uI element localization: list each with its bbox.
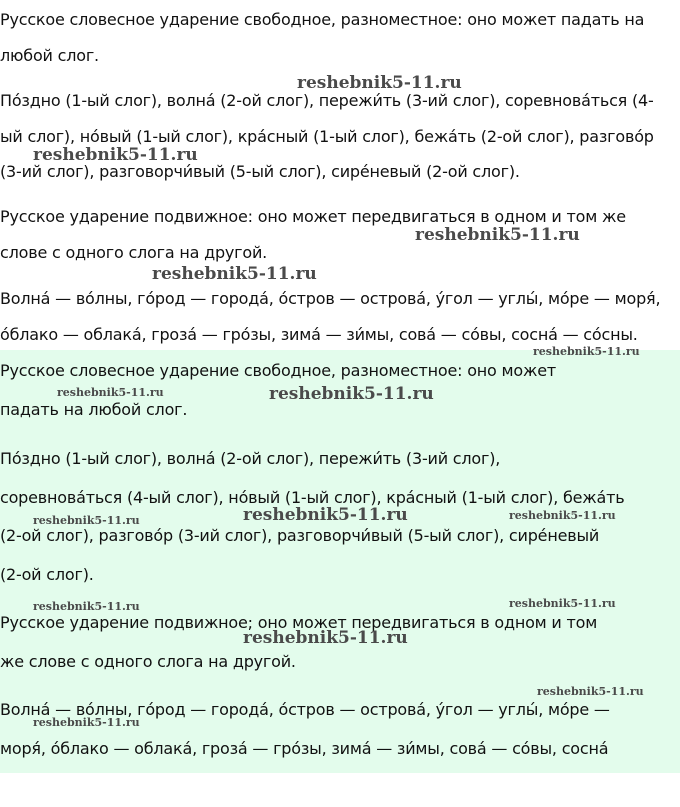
paragraph-line: ый слог), но́вый (1-ый слог), кра́сный (1-ый слог), бежа́ть (2-ой слог), разгово́р <box>0 127 654 146</box>
watermark: reshebnik5-11.ru <box>33 514 140 527</box>
text-section-plain <box>0 0 680 350</box>
text-section-highlighted <box>0 350 680 773</box>
paragraph-line: же слове с одного слога на другой. <box>0 652 296 671</box>
watermark: reshebnik5-11.ru <box>509 509 616 522</box>
paragraph-line: Волна́ — во́лны, го́род — города́, о́стров — острова́, у́гол — углы́, мо́ре — моря́, <box>0 289 661 308</box>
watermark: reshebnik5-11.ru <box>537 685 644 698</box>
paragraph-line: любой слог. <box>0 46 99 65</box>
watermark: reshebnik5-11.ru <box>509 597 616 610</box>
paragraph-line: соревнова́ться (4-ый слог), но́вый (1-ый слог), кра́сный (1-ый слог), бежа́ть <box>0 488 625 507</box>
watermark: reshebnik5-11.ru <box>33 600 140 613</box>
paragraph-line: (2-ой слог), разгово́р (3-ий слог), разговорчи́вый (5-ый слог), сире́невый <box>0 526 600 545</box>
watermark: reshebnik5-11.ru <box>297 73 462 93</box>
watermark: reshebnik5-11.ru <box>33 716 140 729</box>
watermark: reshebnik5-11.ru <box>33 145 198 165</box>
watermark: reshebnik5-11.ru <box>243 505 408 525</box>
paragraph-line: падать на любой слог. <box>0 400 188 419</box>
paragraph-line: слове с одного слога на другой. <box>0 243 268 262</box>
paragraph-line: По́здно (1-ый слог), волна́ (2-ой слог), пережи́ть (3-ий слог), соревнова́ться (4- <box>0 91 654 110</box>
watermark: reshebnik5-11.ru <box>243 628 408 648</box>
paragraph-line: (3-ий слог), разговорчи́вый (5-ый слог), сире́невый (2-ой слог). <box>0 162 520 181</box>
paragraph-line: Волна́ — во́лны, го́род — города́, о́стров — острова́, у́гол — углы́, мо́ре — <box>0 700 610 719</box>
paragraph-line: моря́, о́блако — облака́, гроза́ — гро́зы, зима́ — зи́мы, сова́ — со́вы, сосна́ <box>0 739 609 758</box>
watermark: reshebnik5-11.ru <box>57 386 164 399</box>
paragraph-line: Русское ударение подвижное; оно может передвигаться в одном и том <box>0 613 598 632</box>
paragraph-line: По́здно (1-ый слог), волна́ (2-ой слог), пережи́ть (3-ий слог), <box>0 449 501 468</box>
paragraph-line: о́блако — облака́, гроза́ — гро́зы, зима́ — зи́мы, сова́ — со́вы, сосна́ — со́сны. <box>0 325 638 344</box>
paragraph-line: Русское словесное ударение свободное, разноместное: оно может <box>0 361 556 380</box>
paragraph-line: Русское словесное ударение свободное, разноместное: оно может падать на <box>0 10 645 29</box>
watermark: reshebnik5-11.ru <box>269 384 434 404</box>
paragraph-line: Русское ударение подвижное: оно может передвигаться в одном и том же <box>0 207 626 226</box>
watermark: reshebnik5-11.ru <box>152 264 317 284</box>
watermark: reshebnik5-11.ru <box>415 225 580 245</box>
paragraph-line: (2-ой слог). <box>0 565 94 584</box>
watermark: reshebnik5-11.ru <box>533 345 640 358</box>
